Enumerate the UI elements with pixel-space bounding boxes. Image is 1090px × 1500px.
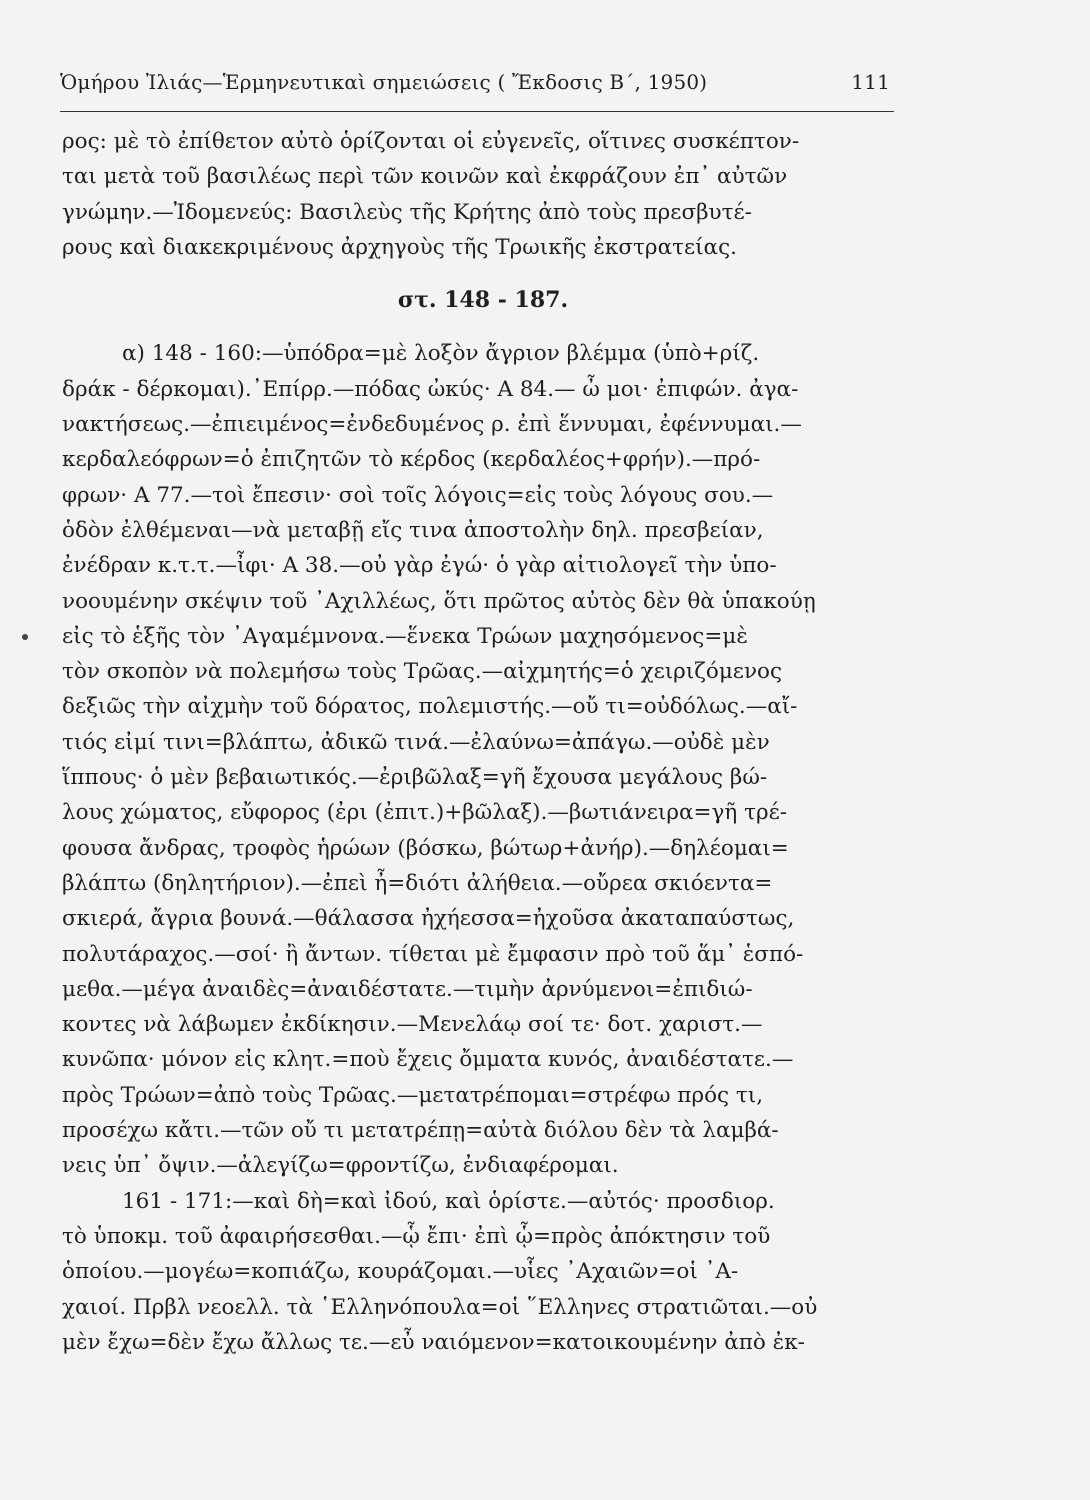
text-line: γνώμην.—Ἰδομενεύς: Βασιλεὺς τῆς Κρήτης ἀπὸ τοὺς πρεσβυτέ- [62, 199, 752, 225]
text-line: μεθα.—μέγα ἀναιδὲς=ἀναιδέστατε.—τιμὴν ἀρνύμενοι=ἐπιδιώ- [62, 976, 753, 1002]
text-line: ἵππους· ὁ μὲν βεβαιωτικός.—ἐριβῶλαξ=γῆ ἔχουσα μεγάλους βώ- [62, 765, 768, 791]
text-line: κυνῶπα· μόνον εἰς κλητ.=ποὺ ἔχεις ὄμματα κυνός, ἀναιδέστατε.— [62, 1047, 794, 1073]
text-line: κερδαλεόφρων=ὁ ἐπιζητῶν τὸ κέρδος (κερδαλέος+φρήν).—πρό- [62, 447, 761, 473]
text-line: σκιερά, ἄγρια βουνά.—θάλασσα ἠχήεσσα=ἠχοῦσα ἀκαταπαύστως, [62, 906, 795, 932]
text-line: ὁποίου.—μογέω=κοπιάζω, κουράζομαι.—υἷες ᾿Αχαιῶν=οἱ ᾿Α- [62, 1259, 739, 1285]
text-line: τὸν σκοπὸν νὰ πολεμήσω τοὺς Τρῶας.—αἰχμητής=ὁ χειριζόμενος [62, 659, 782, 685]
section-title: στ. 148 - 187. [397, 287, 569, 314]
margin-mark [22, 634, 28, 640]
text-line: δεξιῶς τὴν αἰχμὴν τοῦ δόρατος, πολεμιστής.—οὔ τι=οὐδόλως.—αἴ- [62, 694, 798, 720]
text-line: πολυτάραχος.—σοί· ἢ ἄντων. τίθεται μὲ ἔμφασιν πρὸ τοῦ ἅμ᾿ ἑσπό- [62, 941, 804, 967]
paragraph-continuation [62, 124, 894, 265]
text-line: χαιοί. Πρβλ νεοελλ. τὰ ῾Ελληνόπουλα=οἱ ῞Ελληνες στρατιῶται.—οὐ [62, 1294, 818, 1320]
text-line: 161 - 171:—καὶ δὴ=καὶ ἰδού, καὶ ὁρίστε.—αὐτός· προσδιορ. [122, 1188, 775, 1214]
text-line: νοουμένην σκέψιν τοῦ ᾿Αχιλλέως, ὅτι πρῶτος αὐτὸς δὲν θὰ ὑπακούῃ [62, 588, 816, 614]
text-line: τὸ ὑποκμ. τοῦ ἀφαιρήσεσθαι.—ᾧ ἔπι· ἐπὶ ᾧ=πρὸς ἀπόκτησιν τοῦ [62, 1223, 771, 1249]
text-line: ρους καὶ διακεκριμένους ἀρχηγοὺς τῆς Τρωικῆς ἐκστρατείας. [62, 234, 737, 260]
text-line: ρος: μὲ τὸ ἐπίθετον αὐτὸ ὁρίζονται οἱ εὐγενεῖς, οἵτινες συσκέπτον- [62, 129, 800, 154]
text-line: δράκ - δέρκομαι).᾿Επίρρ.—πόδας ὠκύς· Α 84.— ὦ μοι· ἐπιφών. ἀγα- [62, 376, 799, 402]
paragraph-161-171 [62, 1184, 894, 1360]
paragraph-148-160 [62, 336, 894, 1183]
text-line: φρων· Α 77.—τοὶ ἔπεσιν· σοὶ τοῖς λόγοις=εἰς τοὺς λόγους σου.— [62, 482, 774, 508]
running-header [60, 70, 890, 94]
text-line: ἐνέδραν κ.τ.τ.—ἶφι· Α 38.—οὐ γὰρ ἐγώ· ὁ γὰρ αἰτιολογεῖ τὴν ὑπο- [62, 553, 777, 579]
text-line: νακτήσεως.—ἐπιειμένος=ἐνδεδυμένος ρ. ἐπὶ ἕννυμαι, ἐφέννυμαι.— [62, 412, 802, 438]
text-line: ται μετὰ τοῦ βασιλέως περὶ τῶν κοινῶν καὶ ἐκφράζουν ἐπ᾿ αὐτῶν [62, 164, 788, 190]
text-line: φουσα ἄνδρας, τροφὸς ἡρώων (βόσκω, βώτωρ+ἀνήρ).—δηλέομαι= [62, 835, 789, 861]
running-title: Ὁμήρου Ἰλιάς—Ἑρμηνευτικαὶ σημειώσεις ( Ἔκδοσις Β΄, 1950) [60, 70, 708, 94]
text-line: α) 148 - 160:—ὑπόδρα=μὲ λοξὸν ἄγριον βλέμμα (ὑπὸ+ρίζ. [122, 341, 760, 367]
text-line: προσέχω κἄτι.—τῶν οὔ τι μετατρέπῃ=αὐτὰ διόλου δὲν τὰ λαμβά- [62, 1118, 779, 1144]
text-line: εἰς τὸ ἑξῆς τὸν ᾿Αγαμέμνονα.—ἕνεκα Τρώων μαχησόμενος=μὲ [62, 623, 748, 649]
page-number: 111 [851, 70, 890, 94]
text-line: βλάπτω (δηλητήριον).—ἐπεὶ ἦ=διότι ἀλήθεια.—οὔρεα σκιόεντα= [62, 870, 773, 896]
header-rule [60, 111, 894, 112]
text-line: τιός εἰμί τινι=βλάπτω, ἀδικῶ τινά.—ἐλαύνω=ἀπάγω.—οὐδὲ μὲν [62, 729, 770, 755]
text-line: νεις ὑπ᾿ ὄψιν.—ἀλεγίζω=φροντίζω, ἐνδιαφέρομαι. [62, 1153, 619, 1179]
text-line: μὲν ἔχω=δὲν ἔχω ἄλλως τε.—εὖ ναιόμενον=κατοικουμένην ἀπὸ ἐκ- [62, 1329, 805, 1355]
text-line: κοντες νὰ λάβωμεν ἐκδίκησιν.—Μενελάῳ σοί τε· δοτ. χαριστ.— [62, 1012, 763, 1038]
text-line: ὁδὸν ἐλθέμεναι—νὰ μεταβῇ εἴς τινα ἀποστολὴν δηλ. πρεσβείαν, [62, 517, 764, 543]
text-line: λους χώματος, εὔφορος (ἐρι (ἐπιτ.)+βῶλαξ).—βωτιάνειρα=γῆ τρέ- [62, 800, 788, 826]
body-text [62, 124, 894, 1360]
text-line: πρὸς Τρώων=ἀπὸ τοὺς Τρῶας.—μετατρέπομαι=στρέφω πρός τι, [62, 1082, 764, 1108]
